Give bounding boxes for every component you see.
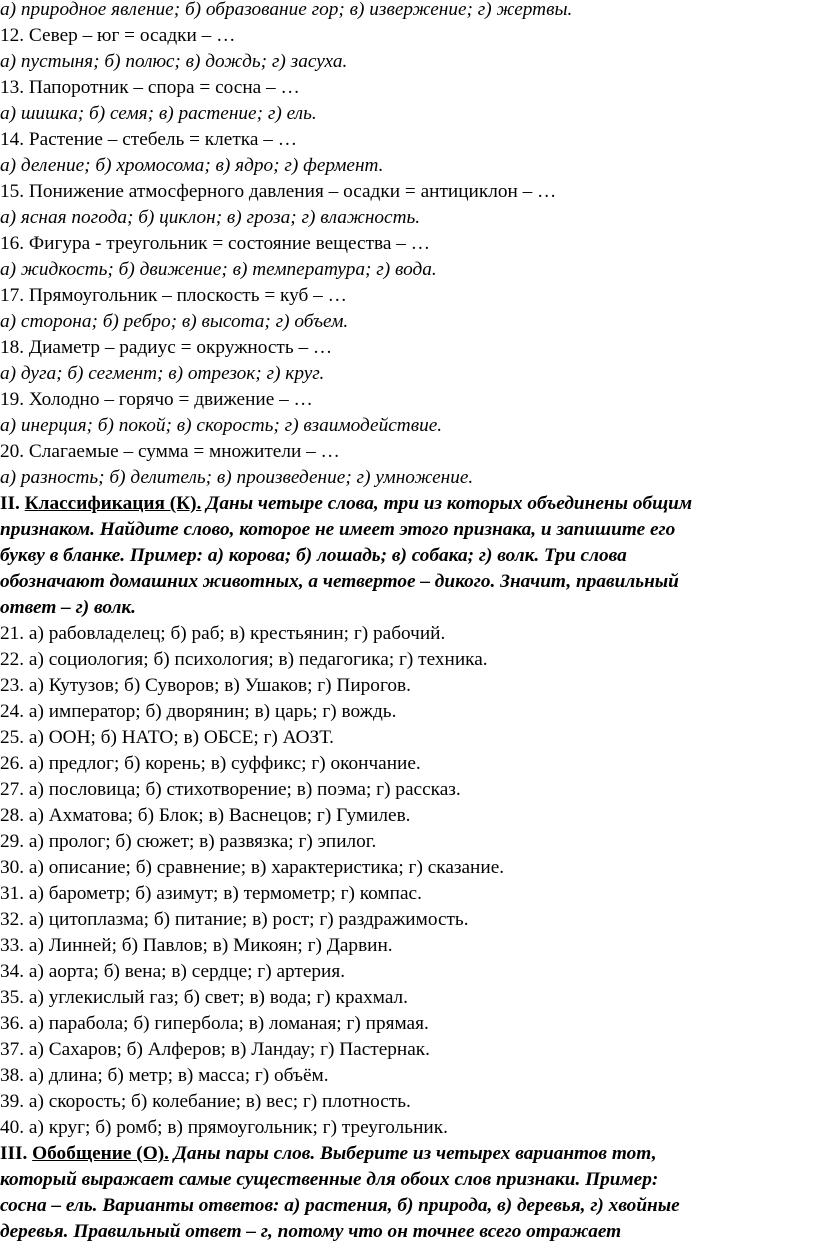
section-3-instruction-line-1: Даны пары слов. Выберите из четырех вариантов тот,	[173, 1143, 657, 1164]
question-19: 19. Холодно – горячо = движение – …	[0, 389, 313, 410]
question-14: 14. Растение – стебель = клетка – …	[0, 129, 297, 150]
section-3-heading	[0, 1141, 812, 1167]
item-26: 26. а) предлог; б) корень; в) суффикс; г) окончание.	[0, 753, 421, 774]
section-2-instruction-line-4: обозначают домашних животных, а четвертое – дикого. Значит, правильный	[0, 571, 679, 592]
item-40: 40. а) круг; б) ромб; в) прямоугольник; г) треугольник.	[0, 1117, 448, 1138]
options-16: а) жидкость; б) движение; в) температура; г) вода.	[0, 259, 437, 280]
section-2-instruction-line-2: признаком. Найдите слово, которое не имеет этого признака, и запишите его	[0, 519, 676, 540]
item-27: 27. а) пословица; б) стихотворение; в) поэма; г) рассказ.	[0, 779, 461, 800]
section-3-numeral: III.	[0, 1143, 28, 1164]
item-36: 36. а) парабола; б) гипербола; в) ломаная; г) прямая.	[0, 1013, 429, 1034]
options-19: а) инерция; б) покой; в) скорость; г) взаимодействие.	[0, 415, 443, 436]
options-11: а) природное явление; б) образование гор; в) извержение; г) жертвы.	[0, 0, 573, 20]
section-2-title: Классификация (К).	[24, 493, 202, 514]
section-3-title: Обобщение (О).	[32, 1143, 169, 1164]
options-14: а) деление; б) хромосома; в) ядро; г) фермент.	[0, 155, 384, 176]
question-13: 13. Папоротник – спора = сосна – …	[0, 77, 300, 98]
item-28: 28. а) Ахматова; б) Блок; в) Васнецов; г) Гумилев.	[0, 805, 411, 826]
section-2-heading	[0, 491, 812, 517]
item-33: 33. а) Линней; б) Павлов; в) Микоян; г) Дарвин.	[0, 935, 393, 956]
section-2-numeral: II.	[0, 493, 20, 514]
question-17: 17. Прямоугольник – плоскость = куб – …	[0, 285, 347, 306]
question-12: 12. Север – юг = осадки – …	[0, 25, 236, 46]
item-29: 29. а) пролог; б) сюжет; в) развязка; г) эпилог.	[0, 831, 377, 852]
options-15: а) ясная погода; б) циклон; в) гроза; г) влажность.	[0, 207, 421, 228]
options-18: а) дуга; б) сегмент; в) отрезок; г) круг.	[0, 363, 325, 384]
section-2-instruction-line-3: букву в бланке. Пример: а) корова; б) лошадь; в) собака; г) волк. Три слова	[0, 545, 627, 566]
item-39: 39. а) скорость; б) колебание; в) вес; г) плотность.	[0, 1091, 411, 1112]
section-3-instruction-line-4: деревья. Правильный ответ – г, потому что он точнее всего отражает	[0, 1221, 622, 1242]
item-35: 35. а) углекислый газ; б) свет; в) вода; г) крахмал.	[0, 987, 408, 1008]
section-3-instruction-line-3: сосна – ель. Варианты ответов: а) растения, б) природа, в) деревья, г) хвойные	[0, 1195, 680, 1216]
section-2-instruction-line-1: Даны четыре слова, три из которых объединены общим	[206, 493, 693, 514]
item-38: 38. а) длина; б) метр; в) масса; г) объём.	[0, 1065, 329, 1086]
options-20: а) разность; б) делитель; в) произведение; г) умножение.	[0, 467, 474, 488]
item-25: 25. а) ООН; б) НАТО; в) ОБСЕ; г) АОЗТ.	[0, 727, 334, 748]
question-18: 18. Диаметр – радиус = окружность – …	[0, 337, 333, 358]
item-21: 21. а) рабовладелец; б) раб; в) крестьянин; г) рабочий.	[0, 623, 446, 644]
item-30: 30. а) описание; б) сравнение; в) характеристика; г) сказание.	[0, 857, 505, 878]
item-23: 23. а) Кутузов; б) Суворов; в) Ушаков; г) Пирогов.	[0, 675, 411, 696]
question-16: 16. Фигура - треугольник = состояние вещества – …	[0, 233, 431, 254]
question-20: 20. Слагаемые – сумма = множители – …	[0, 441, 340, 462]
item-31: 31. а) барометр; б) азимут; в) термометр; г) компас.	[0, 883, 422, 904]
item-34: 34. а) аорта; б) вена; в) сердце; г) артерия.	[0, 961, 346, 982]
options-17: а) сторона; б) ребро; в) высота; г) объем.	[0, 311, 349, 332]
section-3-instruction-line-2: который выражает самые существенные для обоих слов признаки. Пример:	[0, 1169, 659, 1190]
item-22: 22. а) социология; б) психология; в) педагогика; г) техника.	[0, 649, 488, 670]
options-12: а) пустыня; б) полюс; в) дождь; г) засуха.	[0, 51, 348, 72]
section-2-instruction-line-5: ответ – г) волк.	[0, 597, 136, 618]
item-32: 32. а) цитоплазма; б) питание; в) рост; г) раздражимость.	[0, 909, 469, 930]
item-37: 37. а) Сахаров; б) Алферов; в) Ландау; г) Пастернак.	[0, 1039, 430, 1060]
item-24: 24. а) император; б) дворянин; в) царь; г) вождь.	[0, 701, 397, 722]
question-15: 15. Понижение атмосферного давления – осадки = антициклон – …	[0, 181, 557, 202]
options-13: а) шишка; б) семя; в) растение; г) ель.	[0, 103, 317, 124]
